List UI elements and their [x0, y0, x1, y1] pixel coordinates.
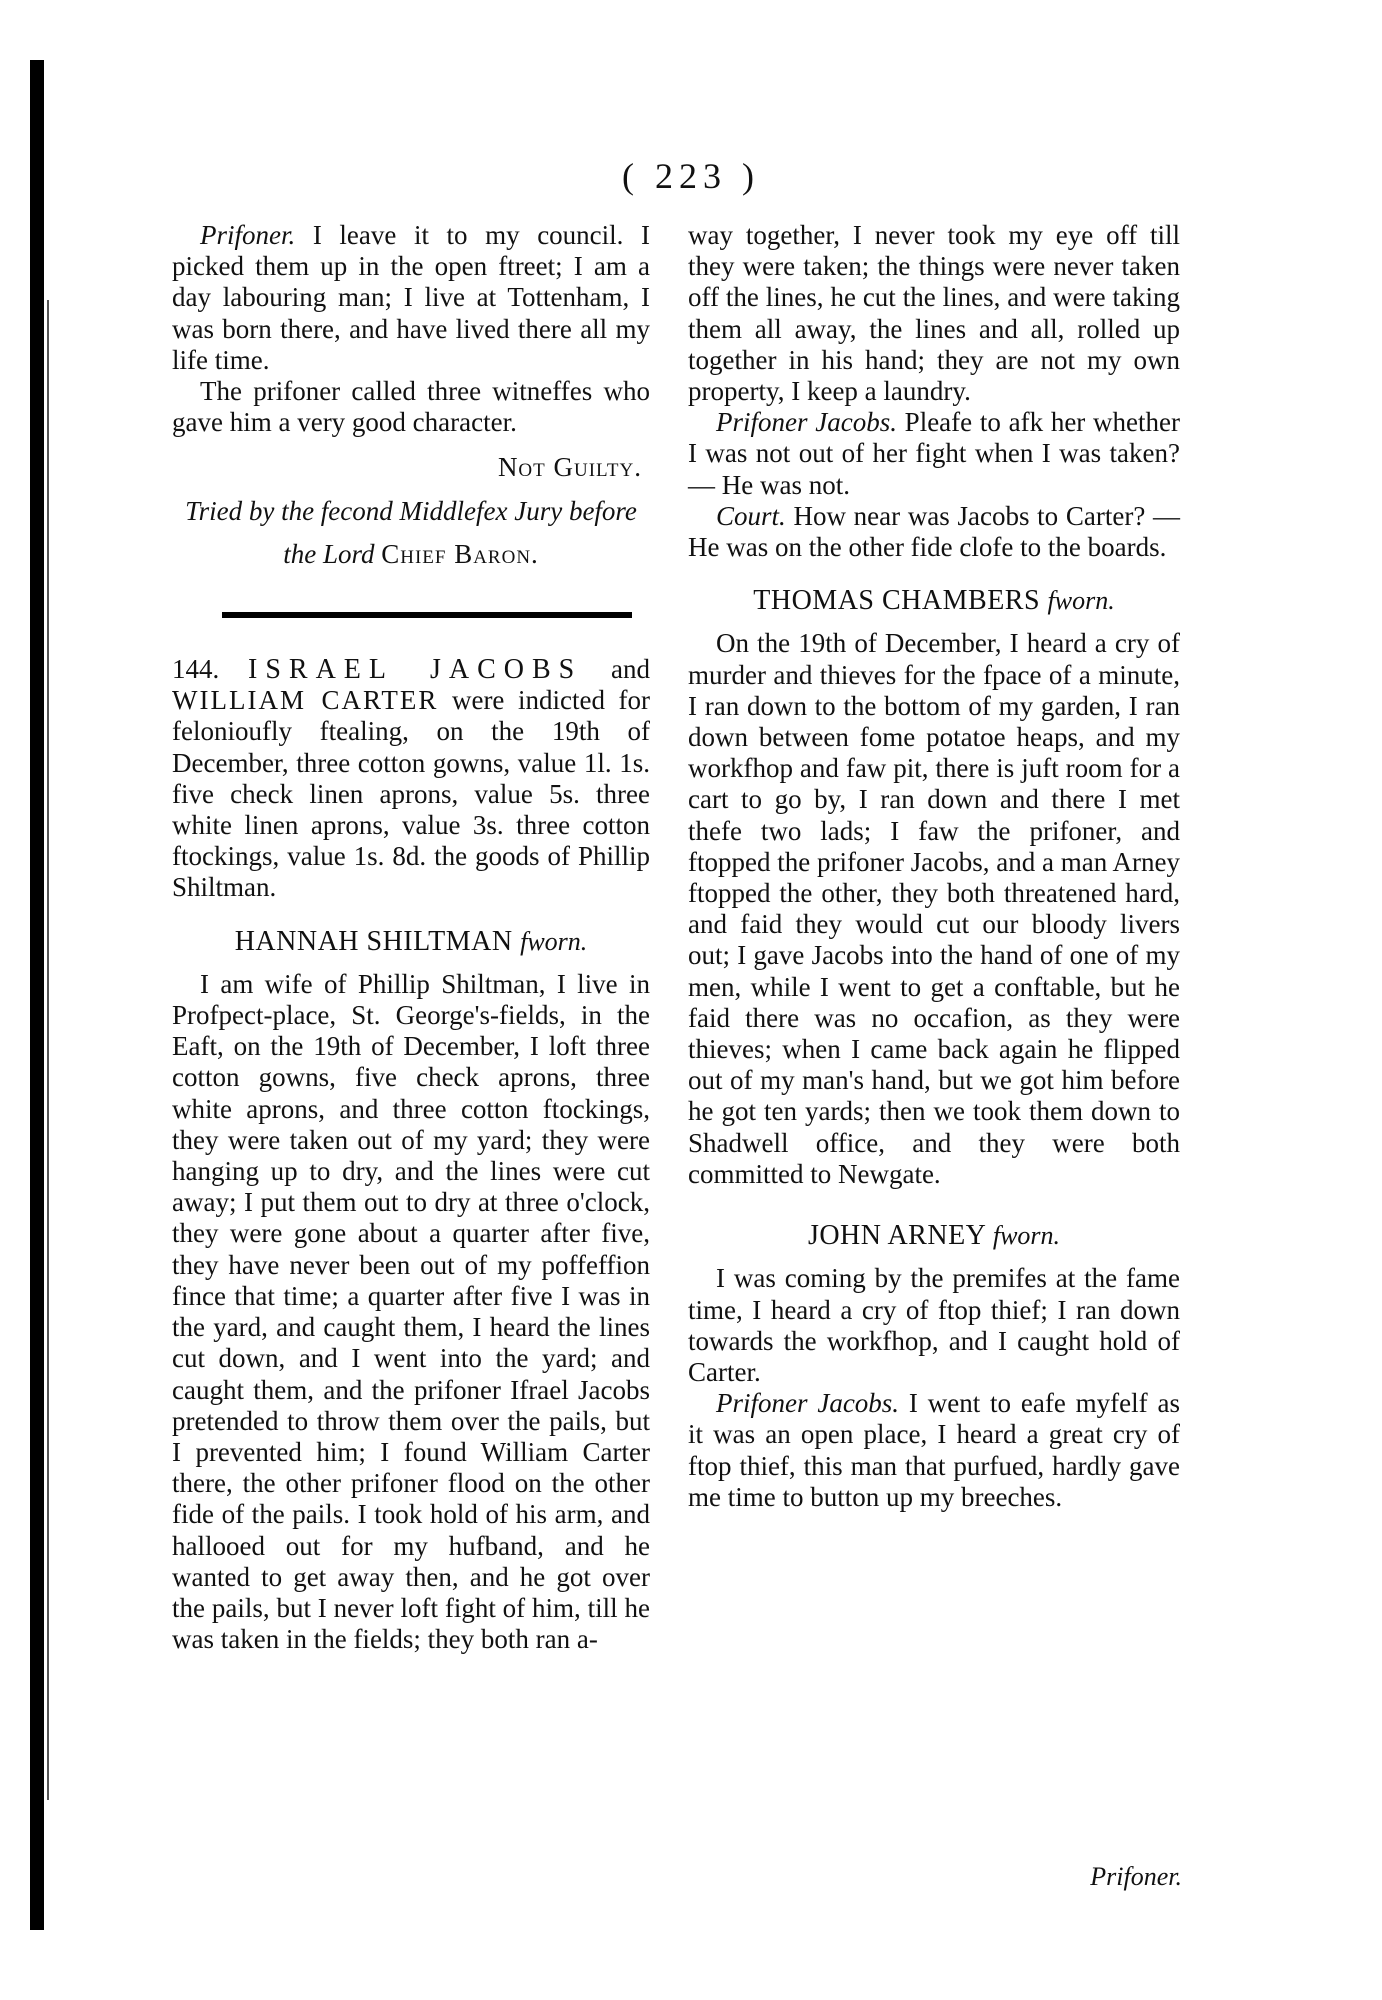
testimony-continued: way together, I never took my eye off till they were taken; the things were never taken off the lines, he cut the lines, and were taking them all away, the lines and all, rolled up together in his hand; they are not my own property, I keep a laundry. — [688, 220, 1180, 407]
prisoner-question — [688, 407, 1180, 501]
binding-shadow — [47, 300, 49, 1800]
prisoner-statement — [172, 220, 650, 376]
judge-name: Chief Baron. — [381, 538, 539, 569]
catchword: Prifoner. — [1090, 1862, 1182, 1891]
prisoner-defence — [688, 1388, 1180, 1513]
statement-text: I leave it to my council. I picked them up in the open ftreet; I am a day labouring man; I live at Tottenham, I was born there, and have lived there all my life time. — [172, 220, 650, 375]
question-text: Pleafe to afk her whether I was not out of her fight when I was taken? — He was not. — [688, 407, 1180, 500]
sworn-label: fworn. — [1047, 586, 1115, 616]
question-text: How near was Jacobs to Carter? — He was on the other fide clofe to the boards. — [688, 500, 1180, 563]
witness-name: HANNAH SHILTMAN — [234, 925, 513, 957]
witness-heading-1 — [172, 926, 650, 957]
case-number: 144. — [172, 654, 220, 685]
indictment-text: were indicted for felonioufly ftealing, on the 19th of December, three cotton gowns, value 1l. 1s. five check linen aprons, value 5s. three white linen aprons, value 3s. three cotton ftockings, value 1s. 8d. the goods of Phillip Shiltman. — [172, 685, 650, 903]
tried-prefix: the Lord — [283, 538, 382, 569]
sworn-label: fworn. — [520, 926, 588, 956]
witness-testimony-1: I am wife of Phillip Shiltman, I live in Profpect-place, St. George's-fields, in the Eaft, on the 19th of December, I loft three cotton gowns, five check aprons, three white aprons, and three cotton ftockings, they were taken out of my yard; they were hanging up to dry, and the lines were cut away; I put them out to dry at three o'clock, they were gone about a quarter after five, they have never been out of my poffeffion fince that time; a quarter after five I was in the yard, and caught them, I heard the lines cut down, and I went into the yard; and caught them, and the prifoner Ifrael Jacobs pretended to throw them over the pails, but I prevented him; I found William Carter there, the other prifoner flood on the other fide of the pails. I took hold of his arm, and hallooed out for my hufband, and he wanted to get away then, and he got over the pails, but I never loft fight of him, till he was taken in the fields; they both ran a- — [172, 968, 650, 1655]
page-number: ( 223 ) — [622, 156, 760, 196]
tried-line-2 — [172, 539, 650, 570]
left-column — [172, 220, 650, 1655]
witness-note: The prifoner called three witneffes who gave him a very good character. — [172, 376, 650, 438]
defendant-1: ISRAEL JACOBS — [248, 654, 583, 686]
right-column — [688, 220, 1180, 1513]
witness-name: JOHN ARNEY — [807, 1220, 986, 1252]
binding-edge — [30, 60, 44, 1930]
speaker-label: Court. — [716, 500, 786, 531]
sworn-label: fworn. — [992, 1221, 1061, 1251]
case-entry — [172, 654, 650, 904]
indictment — [172, 654, 650, 904]
speaker-label: Prifoner Jacobs. — [716, 407, 897, 438]
case-and: and — [582, 654, 650, 685]
witness-testimony-2: On the 19th of December, I heard a cry of murder and thieves for the fpace of a minute, I ran down to the bottom of my garden, I ran down between fome potatoe heaps, and my workfhop and faw pit, there is juft room for a cart to go by, I ran down and there I met thefe two lads; I faw the prifoner, and ftopped the prifoner Jacobs, and a man Arney ftopped the other, they both threatened hard, and faid they would cut our bloody livers out; I gave Jacobs into the hand of one of my men, while I went to get a conftable, but he faid there was no occafion, as they were thieves; when I came back again he flipped out of my man's hand, but we got him before he got ten yards; then we took them down to Shadwell office, and they were both committed to Newgate. — [688, 628, 1180, 1189]
section-rule — [222, 612, 632, 618]
verdict: Not Guilty. — [497, 452, 642, 483]
defendant-2: WILLIAM CARTER — [172, 685, 439, 716]
defence-text: I went to eafe myfelf as it was an open place, I heard a great cry of ftop thief, this man that purfued, hardly gave me time to button up my breeches. — [688, 1388, 1180, 1512]
tried-line-1: Tried by the fecond Middlefex Jury before — [185, 495, 637, 526]
speaker-label: Prifoner Jacobs. — [716, 1388, 900, 1419]
speaker-label: Prifoner. — [200, 220, 296, 250]
witness-heading-2 — [688, 585, 1180, 616]
court-question — [688, 501, 1180, 563]
witness-name: THOMAS CHAMBERS — [753, 585, 1041, 617]
witness-heading-3 — [688, 1220, 1180, 1251]
witness-testimony-3: I was coming by the premifes at the fame time, I heard a cry of ftop thief; I ran down towards the workfhop, and I caught hold of Carter. — [688, 1263, 1180, 1387]
